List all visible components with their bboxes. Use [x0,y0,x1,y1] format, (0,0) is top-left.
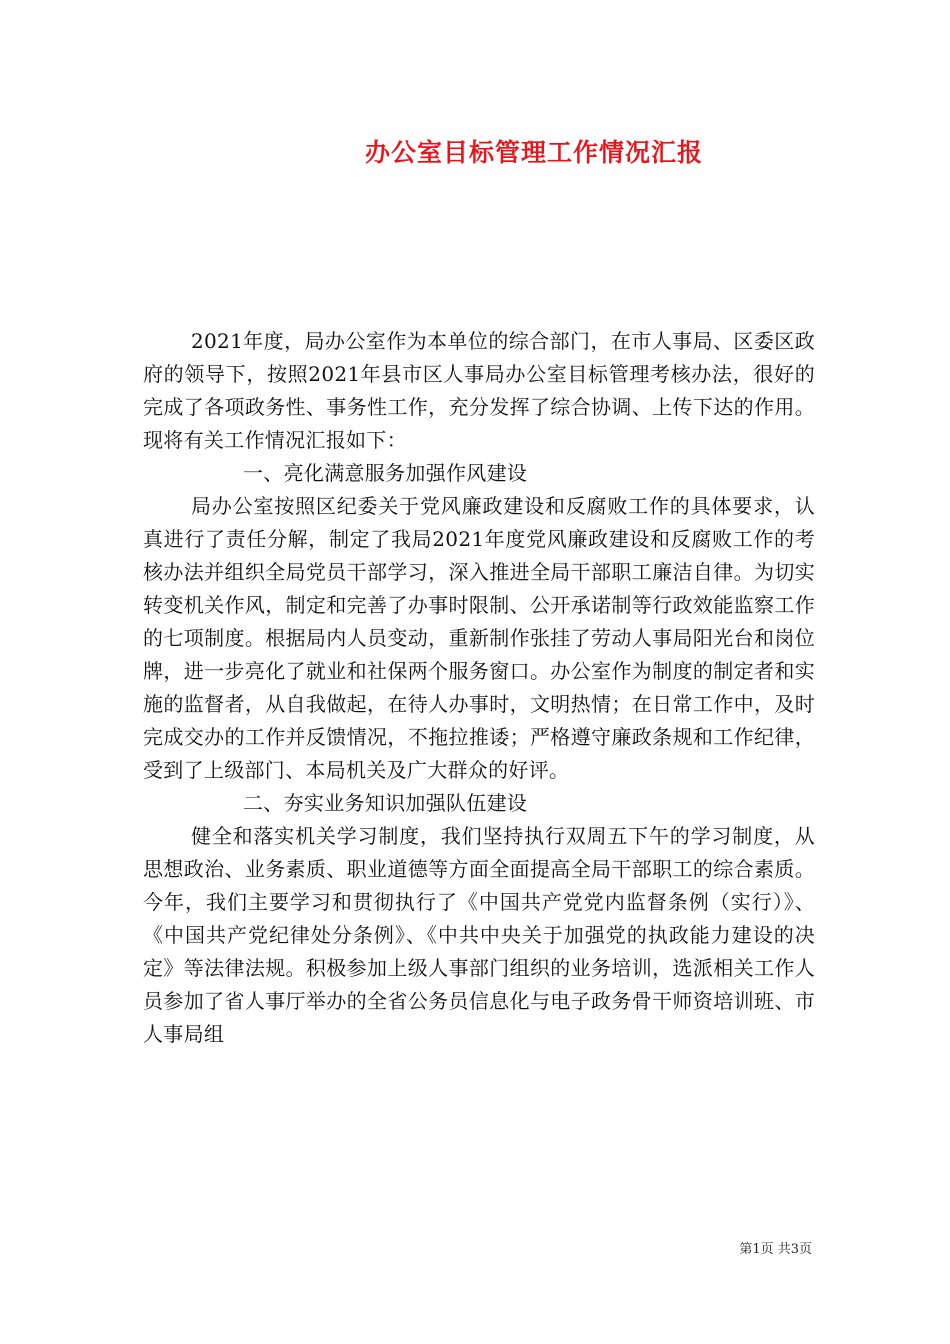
page-number-footer: 第1页 共3页 [739,1242,812,1257]
intro-paragraph: 2021年度，局办公室作为本单位的综合部门，在市人事局、区委区政府的领导下，按照2021年县市区人事局办公室目标管理考核办法，很好的完成了各项政务性、事务性工作，充分发挥了综合协调、上传下达的作用。现将有关工作情况汇报如下： [143,329,815,452]
document-body [143,325,815,1051]
section-heading-2: 二、夯实业务知识加强队伍建设 [243,791,528,815]
section-1-paragraph: 局办公室按照区纪委关于党风廉政建设和反腐败工作的具体要求，认真进行了责任分解，制定了我局2021年度党风廉政建设和反腐败工作的考核办法并组织全局党员干部学习，深入推进全局干部职工廉洁自律。为切实转变机关作风，制定和完善了办事时限制、公开承诺制等行政效能监察工作的七项制度。根据局内人员变动，重新制作张挂了劳动人事局阳光台和岗位牌，进一步亮化了就业和社保两个服务窗口。办公室作为制度的制定者和实施的监督者，从自我做起，在待人办事时，文明热情；在日常工作中，及时完成交办的工作并反馈情况，不拖拉推诿；严格遵守廉政条规和工作纪律，受到了上级部门、本局机关及广大群众的好评。 [143,494,815,782]
section-heading-1: 一、亮化满意服务加强作风建设 [243,461,528,485]
section-2-paragraph: 健全和落实机关学习制度，我们坚持执行双周五下午的学习制度，从思想政治、业务素质、职业道德等方面全面提高全局干部职工的综合素质。今年，我们主要学习和贯彻执行了《中国共产党党内监督条例（实行）》、《中国共产党纪律处分条例》、《中共中央关于加强党的执政能力建设的决定》等法律法规。积极参加上级人事部门组织的业务培训，选派相关工作人员参加了省人事厅举办的全省公务员信息化与电子政务骨干师资培训班、市人事局组 [143,824,815,1046]
document-title: 办公室目标管理工作情况汇报 [364,138,703,167]
